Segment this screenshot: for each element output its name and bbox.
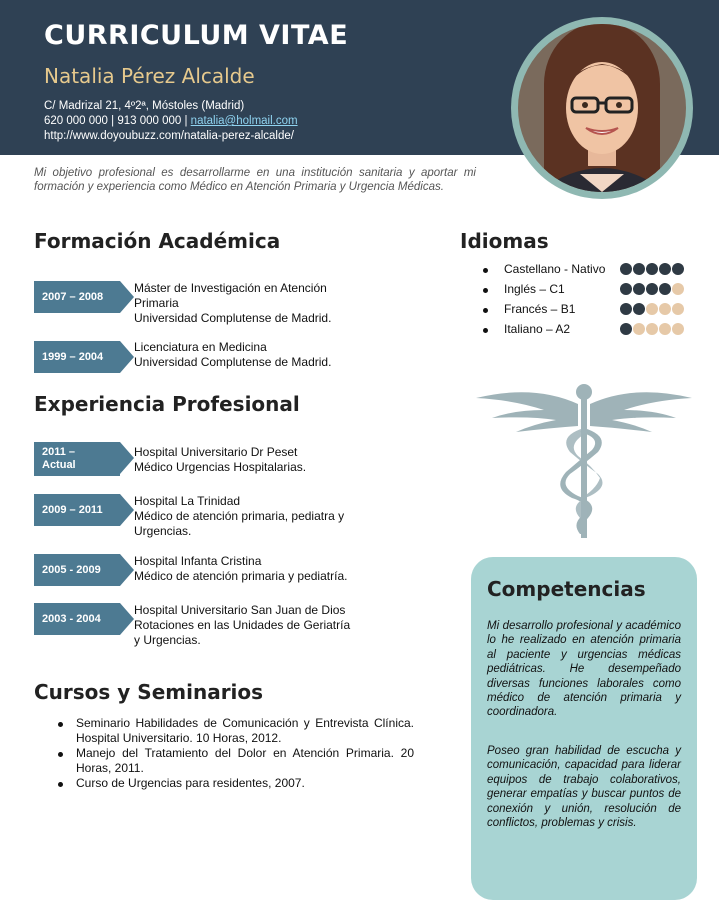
candidate-name: Natalia Pérez Alcalde	[44, 64, 255, 88]
languages-list	[480, 262, 710, 342]
experience-period-tag: 2005 - 2009	[34, 554, 120, 586]
level-dot-empty	[659, 303, 671, 315]
courses-list	[58, 716, 414, 791]
level-dot-filled	[659, 283, 671, 295]
level-dot-filled	[620, 303, 632, 315]
experience-heading: Experiencia Profesional	[34, 392, 300, 416]
level-dot-empty	[646, 303, 658, 315]
language-item	[480, 262, 710, 282]
level-dot-filled	[646, 283, 658, 295]
entry-line: Máster de Investigación en Atención	[134, 281, 327, 295]
course-item: Seminario Habilidades de Comunicación y Entrevista Clínica. Hospital Universitario. 10 Horas, 2012.	[58, 716, 414, 746]
language-item	[480, 322, 710, 342]
language-label: Inglés – C1	[504, 282, 565, 296]
language-level-dots	[620, 323, 684, 335]
entry-line: Universidad Complutense de Madrid.	[134, 355, 332, 369]
period-end: Actual	[42, 459, 76, 471]
level-dot-empty	[672, 303, 684, 315]
entry-line: Urgencias.	[134, 524, 192, 538]
level-dot-filled	[633, 283, 645, 295]
entry-line: Médico de atención primaria y pediatría.	[134, 569, 348, 583]
portrait-illustration	[518, 24, 686, 192]
profile-photo	[511, 17, 693, 199]
education-entry	[134, 340, 384, 370]
education-period-tag: 2007 – 2008	[34, 281, 120, 313]
website-link[interactable]: http://www.doyoubuzz.com/natalia-perez-alcalde/	[44, 130, 294, 142]
cv-title: CURRICULUM VITAE	[44, 20, 349, 51]
level-dot-empty	[633, 323, 645, 335]
level-dot-filled	[620, 283, 632, 295]
email-link[interactable]: natalia@holmail.com	[190, 115, 298, 127]
languages-heading: Idiomas	[460, 229, 549, 253]
language-label: Italiano – A2	[504, 322, 571, 336]
level-dot-filled	[659, 263, 671, 275]
entry-line: Universidad Complutense de Madrid.	[134, 311, 332, 325]
skills-paragraph: Poseo gran habilidad de escucha y comunicación, capacidad para liderar equipos de trabajo colaborativos, generar empatías y buscar puntos de conexión y unión, resolución de conflictos, problemas y crisis.	[487, 745, 681, 829]
level-dot-filled	[620, 263, 632, 275]
experience-entry	[134, 603, 384, 648]
experience-entry	[134, 494, 384, 539]
entry-line: Médico Urgencias Hospitalarias.	[134, 460, 307, 474]
language-item	[480, 282, 710, 302]
language-item	[480, 302, 710, 322]
entry-line: Primaria	[134, 296, 179, 310]
skills-heading: Competencias	[487, 577, 646, 601]
level-dot-empty	[659, 323, 671, 335]
entry-line: Licenciatura en Medicina	[134, 340, 267, 354]
experience-period-tag	[34, 442, 120, 476]
skills-paragraph: Mi desarrollo profesional y académico lo he realizado en atención primaria al paciente y urgencias médicas pediátricas. He desempeñado diversas funciones laborales como médico de atención primaria y coordinadora.	[487, 620, 681, 719]
experience-period-tag: 2003 - 2004	[34, 603, 120, 635]
period-start: 2011 –	[42, 446, 76, 459]
language-label: Francés – B1	[504, 302, 576, 316]
phone-numbers: 620 000 000 | 913 000 000 |	[44, 115, 191, 127]
level-dot-filled	[633, 303, 645, 315]
objective-text: Mi objetivo profesional es desarrollarme en una institución sanitaria y aportar mi formación y experiencia como Médico en Atención Primaria y Urgencia Médicas.	[34, 167, 476, 193]
education-heading: Formación Académica	[34, 229, 281, 253]
level-dot-empty	[672, 283, 684, 295]
education-period-tag: 1999 – 2004	[34, 341, 120, 373]
address: C/ Madrizal 21, 4º2ª, Móstoles (Madrid)	[44, 100, 245, 112]
course-item: Manejo del Tratamiento del Dolor en Atención Primaria. 20 Horas, 2011.	[58, 746, 414, 776]
photo-portrait	[518, 24, 686, 192]
level-dot-filled	[672, 263, 684, 275]
entry-line: Médico de atención primaria, pediatra y	[134, 509, 345, 523]
language-level-dots	[620, 303, 684, 315]
language-label: Castellano - Nativo	[504, 262, 606, 276]
skills-panel	[471, 557, 697, 900]
education-entry	[134, 281, 384, 326]
experience-period-tag: 2009 – 2011	[34, 494, 120, 526]
caduceus-icon	[474, 370, 694, 542]
entry-line: Hospital Universitario Dr Peset	[134, 445, 298, 459]
experience-entry	[134, 554, 384, 584]
language-level-dots	[620, 283, 684, 295]
level-dot-filled	[633, 263, 645, 275]
level-dot-empty	[646, 323, 658, 335]
entry-line: Rotaciones en las Unidades de Geriatría	[134, 618, 351, 632]
contact-line	[44, 115, 298, 127]
experience-entry	[134, 445, 384, 475]
language-level-dots	[620, 263, 684, 275]
course-item: Curso de Urgencias para residentes, 2007.	[58, 776, 414, 791]
level-dot-filled	[646, 263, 658, 275]
courses-heading: Cursos y Seminarios	[34, 680, 264, 704]
level-dot-filled	[620, 323, 632, 335]
entry-line: Hospital La Trinidad	[134, 494, 241, 508]
level-dot-empty	[672, 323, 684, 335]
entry-line: Hospital Universitario San Juan de Dios	[134, 603, 346, 617]
entry-line: y Urgencias.	[134, 633, 201, 647]
entry-line: Hospital Infanta Cristina	[134, 554, 262, 568]
